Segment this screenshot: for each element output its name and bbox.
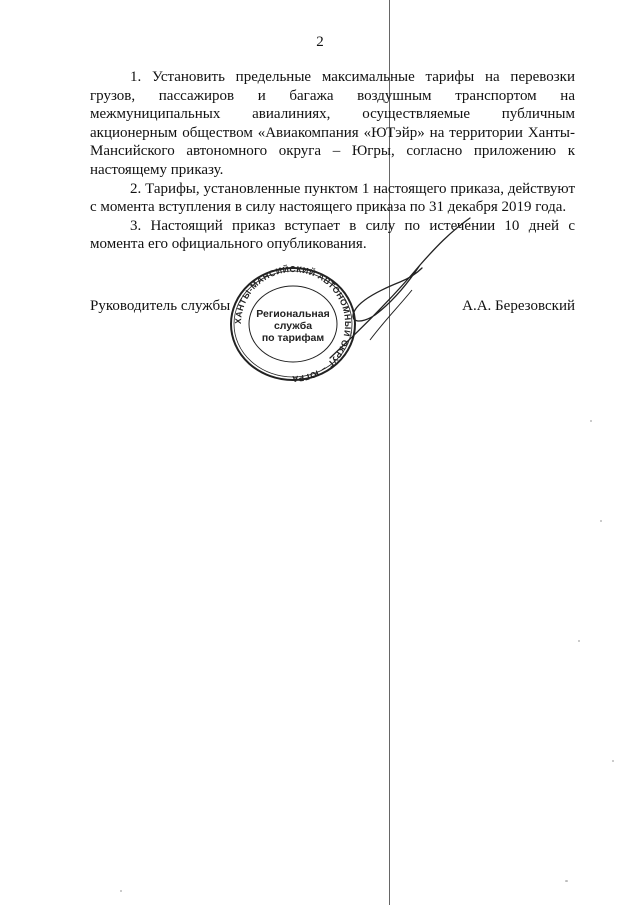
paragraph-2: 2. Тарифы, установленные пунктом 1 настоящего приказа, действуют с момента вступления в силу настоящего приказа по 31 декабря 2019 года. — [90, 180, 575, 216]
scan-speck — [600, 520, 602, 522]
stamp-line-1: Региональная — [256, 308, 330, 320]
handwritten-signature — [300, 210, 480, 360]
scan-speck — [565, 880, 568, 882]
stamp-line-3: по тарифам — [261, 332, 325, 344]
page-number: 2 — [316, 34, 324, 50]
signatory-name: А.А. Березовский — [462, 298, 575, 314]
paragraph-1: 1. Установить предельные максимальные тарифы на перевозки грузов, пассажиров и багажа воздушным транспортом на межмуниципальных авиалиниях, осуществляемые публичным акционерным обществом «Авиакомпания «ЮТэйр» на территории Ханты-Мансийского автономного округа – Югры, согласно приложению к настоящему приказу. — [90, 69, 575, 178]
signatory-title: Руководитель службы — [90, 298, 231, 314]
scan-speck — [590, 420, 592, 422]
paragraph-3: 3. Настоящий приказ вступает в силу по истечении 10 дней с момента его официального опубликования. — [90, 217, 575, 253]
scan-speck — [612, 760, 614, 762]
scan-speck — [578, 640, 580, 642]
scan-speck — [120, 890, 122, 892]
stamp-line-2: служба — [273, 320, 313, 332]
stamp-ring-text: ХАНТЫ-МАНСИЙСКИЙ АВТОНОМНЫЙ ОКРУГ – ЮГРА — [232, 264, 354, 384]
